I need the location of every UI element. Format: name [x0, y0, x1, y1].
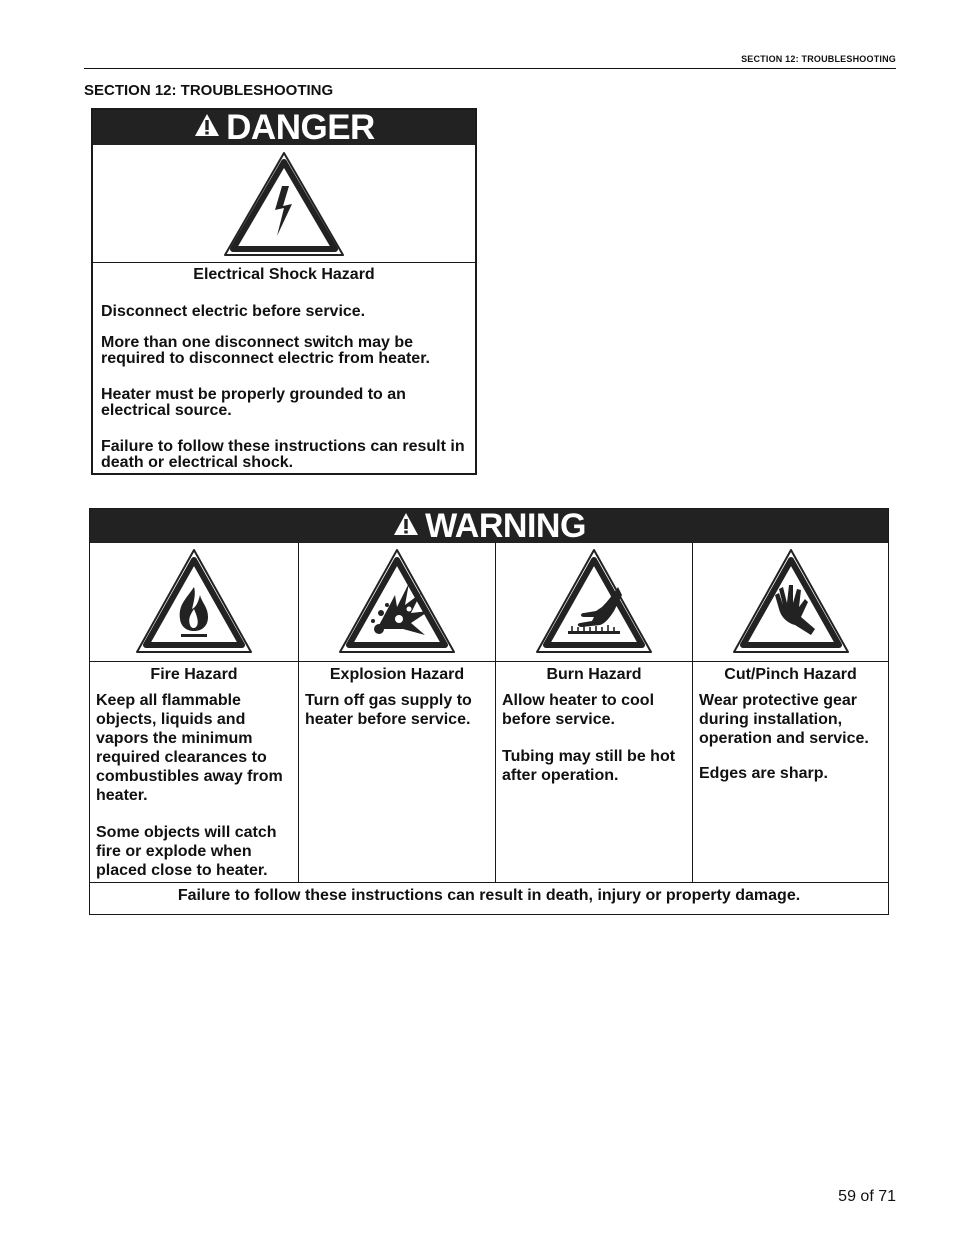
warning-signal-word: WARNING [425, 507, 586, 545]
explosion-hazard-text [299, 691, 495, 729]
alert-triangle-icon [392, 511, 420, 542]
header-rule [84, 68, 896, 69]
warning-footer: Failure to follow these instructions can result in death, injury or property damage. [177, 887, 801, 904]
fire-hazard-title: Fire Hazard [150, 666, 238, 683]
alert-triangle-icon [193, 112, 221, 143]
danger-paragraph: More than one disconnect switch may be required to disconnect electric from heater. [101, 334, 430, 367]
fire-hazard-paragraph: Some objects will catch fire or explode when placed close to heater. [96, 824, 277, 879]
electrical-shock-icon [93, 145, 475, 263]
fire-hazard-text [90, 691, 298, 880]
danger-header [93, 110, 475, 145]
burn-hazard-title: Burn Hazard [546, 666, 642, 683]
danger-box [91, 108, 477, 475]
burn-hazard-column [496, 543, 693, 882]
explosion-hazard-column [299, 543, 496, 882]
cut-pinch-hazard-column [693, 543, 888, 882]
danger-paragraph: Disconnect electric before service. [101, 303, 366, 320]
danger-hazard-title: Electrical Shock Hazard [193, 266, 375, 283]
danger-paragraph: Heater must be properly grounded to an electrical source. [101, 386, 406, 419]
fire-hazard-column [90, 543, 299, 882]
explosion-hazard-icon [299, 543, 495, 662]
burn-hazard-paragraph: Allow heater to cool before service. [502, 692, 655, 728]
danger-instructions [93, 304, 475, 471]
warning-header [90, 509, 888, 543]
cut-pinch-hazard-paragraph: Wear protective gear during installation, operation and service. [699, 692, 869, 747]
warning-columns [90, 543, 888, 883]
danger-paragraph: Failure to follow these instructions can result in death or electrical shock. [101, 438, 465, 471]
burn-hazard-icon [496, 543, 692, 662]
running-head: SECTION 12: TROUBLESHOOTING [741, 54, 896, 64]
fire-hazard-icon [90, 543, 298, 662]
cut-pinch-hazard-title: Cut/Pinch Hazard [724, 666, 857, 683]
explosion-hazard-title: Explosion Hazard [329, 666, 465, 683]
danger-signal-word: DANGER [226, 108, 375, 147]
page-number: 59 of 71 [838, 1188, 896, 1205]
cut-pinch-hazard-text [693, 691, 888, 783]
burn-hazard-text [496, 691, 692, 785]
warning-box [89, 508, 889, 915]
cut-pinch-hazard-icon [693, 543, 888, 662]
fire-hazard-paragraph: Keep all flammable objects, liquids and vapors the minimum required clearances to combustibles away from heater. [96, 692, 283, 804]
explosion-hazard-paragraph: Turn off gas supply to heater before service. [305, 692, 472, 728]
cut-pinch-hazard-paragraph: Edges are sharp. [699, 765, 828, 782]
burn-hazard-paragraph: Tubing may still be hot after operation. [502, 748, 676, 784]
section-title: SECTION 12: TROUBLESHOOTING [84, 82, 334, 99]
